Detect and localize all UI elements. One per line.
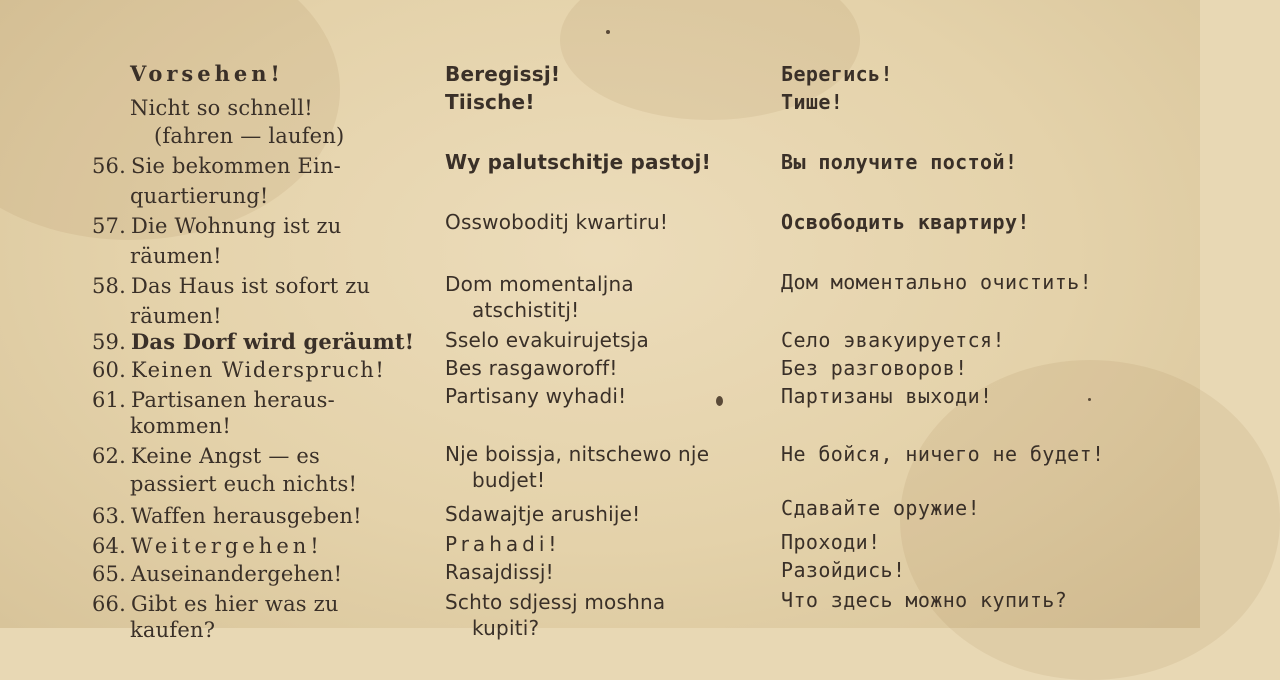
- german-phrase: Partisanen heraus-: [131, 388, 335, 412]
- russian-phrase: Разойдись!: [781, 558, 906, 582]
- transliteration: Prahadi!: [445, 532, 561, 556]
- russian-phrase: Что здесь можно купить?: [781, 588, 1068, 612]
- german-phrase-continued: quartierung!: [130, 184, 269, 208]
- transliteration-continued: atschistitj!: [472, 298, 580, 322]
- russian-phrase: Освободить квартиру!: [781, 210, 1030, 234]
- entry-number: 64.: [92, 534, 126, 558]
- transliteration: Sselo evakuirujetsja: [445, 328, 649, 352]
- german-phrase-note: (fahren — laufen): [154, 124, 345, 148]
- german-phrase: Gibt es hier was zu: [131, 592, 339, 616]
- transliteration-continued: kupiti?: [472, 616, 540, 640]
- german-phrase: Keinen Widerspruch!: [131, 358, 386, 382]
- entry-number: 65.: [92, 562, 126, 586]
- ink-speck: [606, 30, 610, 34]
- entry-number: 62.: [92, 444, 126, 468]
- german-phrase: Keine Angst — es: [131, 444, 321, 468]
- russian-phrase: Без разговоров!: [781, 356, 968, 380]
- ink-speck: [1088, 398, 1091, 401]
- transliteration: Bes rasgaworoff!: [445, 356, 618, 380]
- german-phrase-continued: räumen!: [130, 244, 222, 268]
- transliteration: Partisany wyhadi!: [445, 384, 627, 408]
- russian-phrase: Село эвакуируется!: [781, 328, 1005, 352]
- german-phrase: Weitergehen!: [131, 534, 323, 558]
- german-phrase: Waffen herausgeben!: [131, 504, 362, 528]
- entry-number: 59.: [92, 330, 126, 354]
- german-phrase: Die Wohnung ist zu: [131, 214, 342, 238]
- russian-phrase: Сдавайте оружие!: [781, 496, 981, 520]
- russian-phrase: Партизаны выходи!: [781, 384, 993, 408]
- german-phrase-continued: kaufen?: [130, 618, 216, 642]
- entry-number: 66.: [92, 592, 126, 616]
- entry-number: 63.: [92, 504, 126, 528]
- entry-number: 60.: [92, 358, 126, 382]
- entry-number: 57.: [92, 214, 126, 238]
- german-phrase: Sie bekommen Ein-: [131, 154, 341, 178]
- russian-phrase: Проходи!: [781, 530, 881, 554]
- entry-number: 58.: [92, 274, 126, 298]
- russian-phrase: Вы получите постой!: [781, 150, 1018, 174]
- german-phrase: Nicht so schnell!: [130, 96, 313, 120]
- german-phrase: Das Dorf wird geräumt!: [131, 329, 415, 354]
- russian-phrase: Берегись!: [781, 62, 893, 86]
- german-phrase-continued: passiert euch nichts!: [130, 472, 358, 496]
- german-phrase: Vorsehen!: [130, 61, 284, 86]
- transliteration: Dom momentaljna: [445, 272, 634, 296]
- german-phrase-continued: kommen!: [130, 414, 231, 438]
- transliteration: Tiische!: [445, 90, 535, 114]
- german-phrase-continued: räumen!: [130, 304, 222, 328]
- russian-phrase: Не бойся, ничего не будет!: [781, 442, 1105, 466]
- transliteration: Beregissj!: [445, 62, 561, 86]
- german-phrase: Das Haus ist sofort zu: [131, 274, 371, 298]
- transliteration: Osswoboditj kwartiru!: [445, 210, 669, 234]
- transliteration-continued: budjet!: [472, 468, 546, 492]
- russian-phrase: Дом моментально очистить!: [781, 270, 1093, 294]
- entry-number: 61.: [92, 388, 126, 412]
- transliteration: Sdawajtje arushije!: [445, 502, 641, 526]
- russian-phrase: Тише!: [781, 90, 844, 114]
- entry-number: 56.: [92, 154, 126, 178]
- transliteration: Nje boissja, nitschewo nje: [445, 442, 710, 466]
- german-phrase: Auseinandergehen!: [131, 562, 343, 586]
- transliteration: Schto sdjessj moshna: [445, 590, 666, 614]
- transliteration: Wy palutschitje pastoj!: [445, 150, 711, 174]
- transliteration: Rasajdissj!: [445, 560, 554, 584]
- ink-speck: [716, 396, 723, 406]
